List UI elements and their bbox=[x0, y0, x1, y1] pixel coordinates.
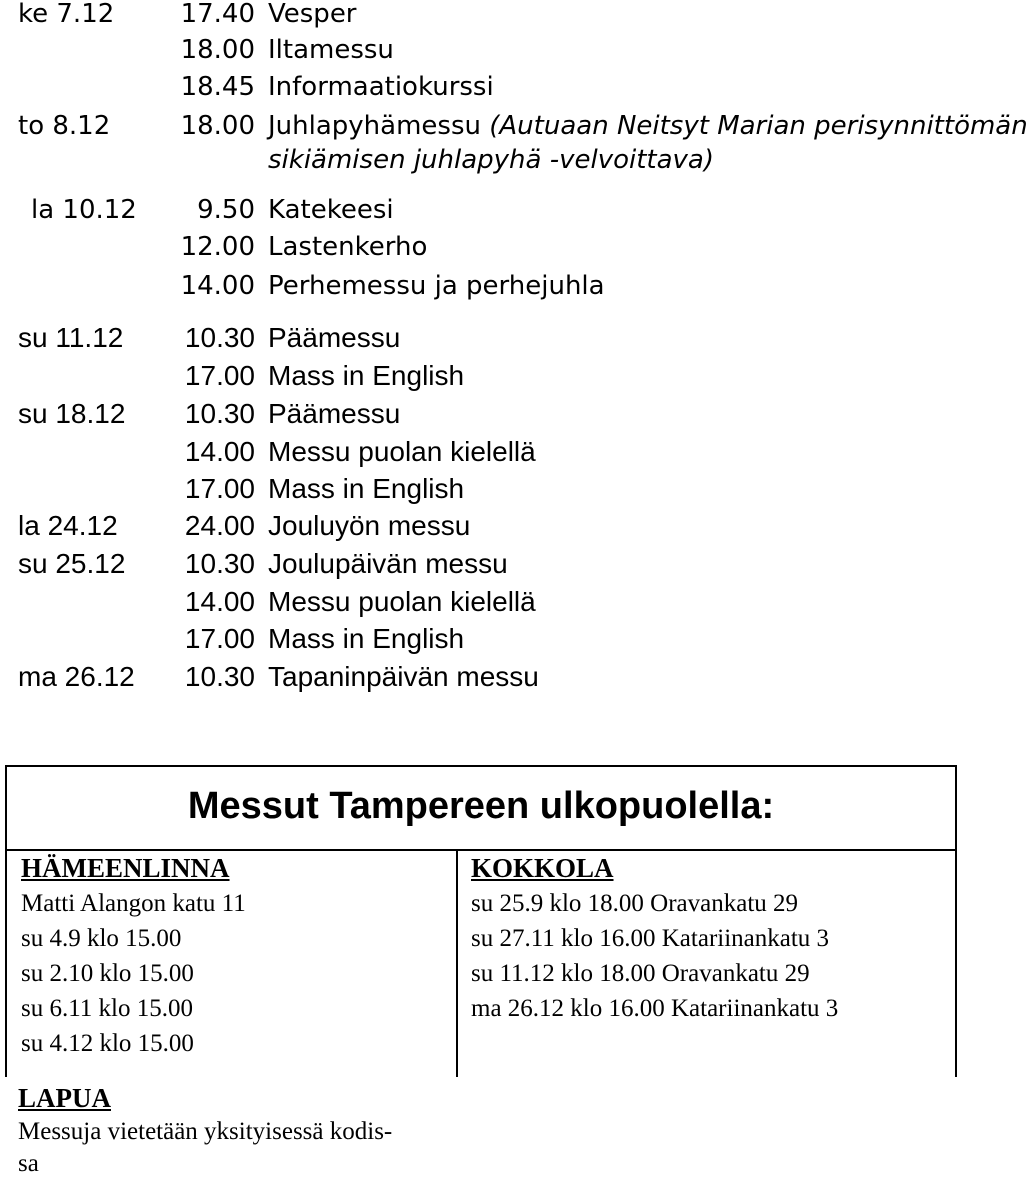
hameenlinna-date: su 6.11 klo 15.00 bbox=[21, 995, 193, 1022]
schedule-event: Vesper bbox=[268, 0, 357, 29]
schedule-event: Päämessu bbox=[268, 322, 401, 353]
schedule-time: 10.30 bbox=[184, 661, 255, 692]
schedule-row bbox=[0, 658, 960, 695]
event-note: sikiämisen juhlapyhä -velvoittava) bbox=[268, 145, 715, 175]
schedule-event: Lastenkerho bbox=[268, 232, 428, 262]
box-title: Messut Tampereen ulkopuolella: bbox=[187, 785, 775, 827]
box-header bbox=[7, 767, 955, 851]
schedule-day: ma 26.12 bbox=[18, 661, 135, 692]
hameenlinna-section bbox=[21, 851, 246, 1061]
schedule-event bbox=[268, 108, 1028, 145]
lapua-text: sa bbox=[18, 1150, 39, 1177]
schedule-time: 18.00 bbox=[180, 111, 255, 141]
schedule-event: Mass in English bbox=[268, 473, 465, 504]
schedule-time: 17.40 bbox=[180, 0, 255, 29]
schedule-time: 17.00 bbox=[184, 623, 255, 654]
lapua-text: Messuja vietetään yksityisessä kodis- bbox=[18, 1118, 393, 1145]
schedule-day: ke 7.12 bbox=[18, 0, 115, 29]
kokkola-date: ma 26.12 klo 16.00 Katariinankatu 3 bbox=[471, 995, 839, 1022]
schedule-event: Mass in English bbox=[268, 360, 465, 391]
schedule-event: Tapaninpäivän messu bbox=[268, 661, 539, 692]
schedule-time: 14.00 bbox=[180, 271, 255, 301]
outside-masses-box bbox=[5, 765, 957, 1077]
schedule-row bbox=[0, 433, 960, 470]
schedule-time: 9.50 bbox=[197, 195, 255, 225]
schedule-event: Messu puolan kielellä bbox=[268, 436, 536, 467]
lapua-section bbox=[18, 1080, 458, 1180]
hameenlinna-address: Matti Alangon katu 11 bbox=[21, 890, 246, 917]
schedule-row bbox=[0, 583, 960, 620]
schedule-row bbox=[0, 69, 960, 106]
schedule-time: 10.30 bbox=[184, 322, 255, 353]
schedule-time: 14.00 bbox=[184, 586, 255, 617]
hameenlinna-date: su 2.10 klo 15.00 bbox=[21, 960, 194, 987]
schedule-row bbox=[0, 32, 960, 69]
hameenlinna-date: su 4.9 klo 15.00 bbox=[21, 925, 182, 952]
hameenlinna-heading: HÄMEENLINNA bbox=[21, 853, 230, 883]
schedule-event: Päämessu bbox=[268, 398, 401, 429]
kokkola-heading: KOKKOLA bbox=[471, 853, 614, 883]
schedule-row bbox=[0, 192, 960, 229]
schedule-row bbox=[0, 268, 960, 305]
schedule-event: Mass in English bbox=[268, 623, 465, 654]
schedule-row bbox=[0, 620, 960, 657]
column-divider bbox=[456, 851, 458, 1077]
schedule-event: Katekeesi bbox=[268, 195, 394, 225]
schedule-time: 18.45 bbox=[180, 72, 255, 102]
schedule-event: Messu puolan kielellä bbox=[268, 586, 536, 617]
schedule-time: 10.30 bbox=[184, 398, 255, 429]
kokkola-date: su 11.12 klo 18.00 Oravankatu 29 bbox=[471, 960, 810, 987]
schedule-day: la 24.12 bbox=[18, 510, 118, 541]
schedule-day: la 10.12 bbox=[31, 195, 137, 225]
schedule-time: 10.30 bbox=[184, 548, 255, 579]
schedule-day: su 11.12 bbox=[18, 322, 124, 353]
schedule-time: 17.00 bbox=[184, 360, 255, 391]
schedule-event: Informaatiokurssi bbox=[268, 72, 494, 102]
kokkola-date: su 25.9 klo 18.00 Oravankatu 29 bbox=[471, 890, 799, 917]
schedule-row bbox=[0, 108, 1028, 145]
schedule-time: 24.00 bbox=[184, 510, 255, 541]
event-name: Juhlapyhämessu bbox=[268, 111, 481, 141]
schedule-row bbox=[0, 395, 960, 432]
schedule-event: Perhemessu ja perhejuhla bbox=[268, 271, 605, 301]
lapua-heading: LAPUA bbox=[18, 1083, 111, 1113]
hameenlinna-date: su 4.12 klo 15.00 bbox=[21, 1030, 194, 1057]
event-note: (Autuaan Neitsyt Marian perisynnittömän bbox=[489, 111, 1028, 141]
schedule-event: Jouluyön messu bbox=[268, 510, 471, 541]
schedule-event: Iltamessu bbox=[268, 35, 394, 65]
kokkola-section bbox=[471, 851, 838, 1026]
schedule-time: 14.00 bbox=[184, 436, 255, 467]
schedule-event: Joulupäivän messu bbox=[268, 548, 508, 579]
schedule-row bbox=[0, 142, 960, 179]
schedule-time: 12.00 bbox=[180, 232, 255, 262]
schedule-row bbox=[0, 0, 960, 33]
schedule-time: 18.00 bbox=[180, 35, 255, 65]
schedule-row bbox=[0, 357, 960, 394]
schedule-day: su 18.12 bbox=[18, 398, 126, 429]
schedule-row bbox=[0, 545, 960, 582]
kokkola-date: su 27.11 klo 16.00 Katariinankatu 3 bbox=[471, 925, 830, 952]
schedule-row bbox=[0, 319, 960, 356]
schedule-time: 17.00 bbox=[184, 473, 255, 504]
schedule-row bbox=[0, 507, 960, 544]
schedule-row bbox=[0, 470, 960, 507]
schedule-day: su 25.12 bbox=[18, 548, 126, 579]
schedule-day: to 8.12 bbox=[18, 111, 111, 141]
schedule-row bbox=[0, 229, 960, 266]
